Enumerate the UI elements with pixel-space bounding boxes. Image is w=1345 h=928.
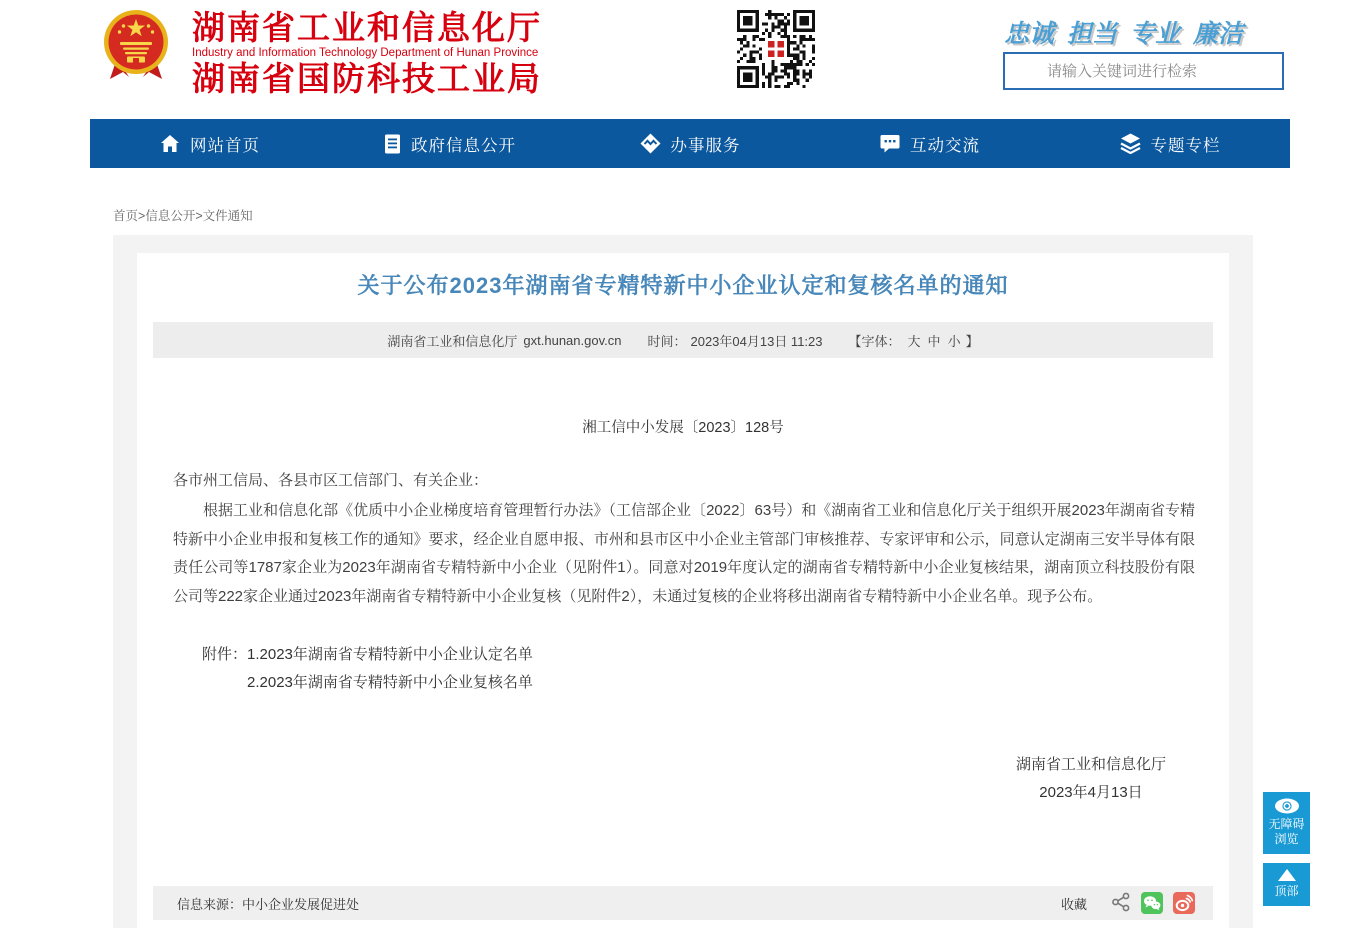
nav-label: 专题专栏 xyxy=(1150,136,1221,155)
attachments-block xyxy=(202,641,533,697)
breadcrumb-home[interactable]: 首页 xyxy=(113,209,139,223)
nav-label: 政府信息公开 xyxy=(411,136,516,155)
breadcrumb-notices[interactable]: 文件通知 xyxy=(202,209,253,223)
nav-item-gov-info[interactable] xyxy=(330,119,570,168)
back-to-top-button[interactable] xyxy=(1263,863,1310,906)
meta-source-org: 湖南省工业和信息化厅 xyxy=(387,333,518,349)
slogan-word: 忠诚 xyxy=(1004,20,1055,48)
slogan-word: 专业 xyxy=(1130,20,1181,48)
attachment-link-2[interactable]: 2.2023年湖南省专精特新中小企业复核名单 xyxy=(247,674,533,691)
meta-font-label: 【字体： xyxy=(848,333,901,349)
weibo-share-icon[interactable] xyxy=(1173,892,1195,914)
accessibility-button[interactable] xyxy=(1263,792,1310,854)
slogan-word: 担当 xyxy=(1067,20,1118,48)
document-icon xyxy=(384,134,401,154)
document-number: 湘工信中小发展〔2023〕128号 xyxy=(582,420,784,436)
breadcrumb-separator: > xyxy=(138,209,146,223)
article-title: 关于公布2023年湖南省专精特新中小企业认定和复核名单的通知 xyxy=(357,273,1009,298)
nav-item-interaction[interactable] xyxy=(810,119,1050,168)
back-to-top-label: 顶部 xyxy=(1274,884,1299,898)
attachment-link-1[interactable]: 1.2023年湖南省专精特新中小企业认定名单 xyxy=(247,646,533,663)
article-card xyxy=(137,253,1229,928)
nav-label: 互动交流 xyxy=(910,136,980,155)
breadcrumb-info[interactable]: 信息公开 xyxy=(145,209,196,223)
source-value: 中小企业发展促进处 xyxy=(242,896,360,912)
meta-font-label-close: 】 xyxy=(965,333,979,349)
meta-time-label: 时间： xyxy=(647,333,687,349)
meta-time-value: 2023年04月13日 11:23 xyxy=(690,333,823,349)
attachments-label: 附件： xyxy=(202,646,248,663)
national-emblem-logo xyxy=(102,8,170,87)
org-titles xyxy=(192,10,612,97)
home-icon xyxy=(160,134,180,154)
wechat-share-icon[interactable] xyxy=(1141,892,1163,914)
accessibility-label-line1: 无障碍 xyxy=(1268,817,1305,831)
nav-item-home[interactable] xyxy=(90,119,330,168)
slogan-banner xyxy=(1004,14,1294,50)
signature-date: 2023年4月13日 xyxy=(1039,784,1143,801)
favorite-button[interactable]: 收藏 xyxy=(1060,896,1087,912)
org-name-cn-1: 湖南省工业和信息化厅 xyxy=(192,9,542,46)
site-header xyxy=(0,0,1345,119)
article-footer-bar xyxy=(153,886,1213,920)
nav-label: 办事服务 xyxy=(670,136,741,155)
nav-item-topics[interactable] xyxy=(1050,119,1290,168)
share-icon[interactable] xyxy=(1111,892,1131,915)
search-input[interactable] xyxy=(1005,54,1282,88)
article-meta-bar xyxy=(153,322,1213,358)
content-panel xyxy=(113,235,1253,928)
layers-icon xyxy=(1120,133,1141,154)
eye-icon xyxy=(1263,798,1310,814)
meta-source-site: gxt.hunan.gov.cn xyxy=(523,332,622,348)
org-name-cn-2: 湖南省国防科技工业局 xyxy=(192,60,542,97)
search-box xyxy=(1003,52,1284,90)
slogan-word: 廉洁 xyxy=(1193,20,1244,48)
breadcrumb xyxy=(113,206,253,224)
article-paragraph: 根据工业和信息化部《优质中小企业梯度培育管理暂行办法》（工信部企业〔2022〕63号）和《湖南省工业和信息化厅关于组织开展2023年湖南省专精特新中小企业申报和复核工作的通知》要求，经企业自愿申报、市州和县市区中小企业主管部门审核推荐、专家评审和公示，同意认定湖南三安半导体有限责任公司等1787家企业为2023年湖南省专精特新中小企业（见附件1）。同意对2019年度认定的湖南省专精特新中小企业复核结果，湖南顶立科技股份有限公司等222家企业通过2023年湖南省专精特新中小企业复核（见附件2），未通过复核的企业将移出湖南省专精特新中小企业名单。现予公布。 xyxy=(173,502,1195,605)
source-label: 信息来源： xyxy=(177,896,243,912)
font-size-small-button[interactable]: 小 xyxy=(947,333,961,349)
chat-icon xyxy=(880,134,900,154)
org-name-en: Industry and Information Technology Department of Hunan Province xyxy=(192,47,539,59)
qr-code xyxy=(737,10,815,88)
floating-buttons xyxy=(1263,792,1310,906)
nav-item-services[interactable] xyxy=(570,119,810,168)
font-size-medium-button[interactable]: 中 xyxy=(927,333,941,349)
main-nav xyxy=(90,119,1290,168)
accessibility-label-line2: 浏览 xyxy=(1274,832,1299,846)
article-salutation: 各市州工信局、各县市区工信部门、有关企业： xyxy=(173,472,489,489)
font-size-large-button[interactable]: 大 xyxy=(907,333,921,349)
signature-org: 湖南省工业和信息化厅 xyxy=(1015,756,1166,773)
signature-block xyxy=(1016,751,1166,807)
breadcrumb-separator: > xyxy=(195,209,203,223)
arrow-up-icon xyxy=(1263,869,1310,881)
handshake-icon xyxy=(640,133,661,154)
nav-label: 网站首页 xyxy=(190,136,260,155)
